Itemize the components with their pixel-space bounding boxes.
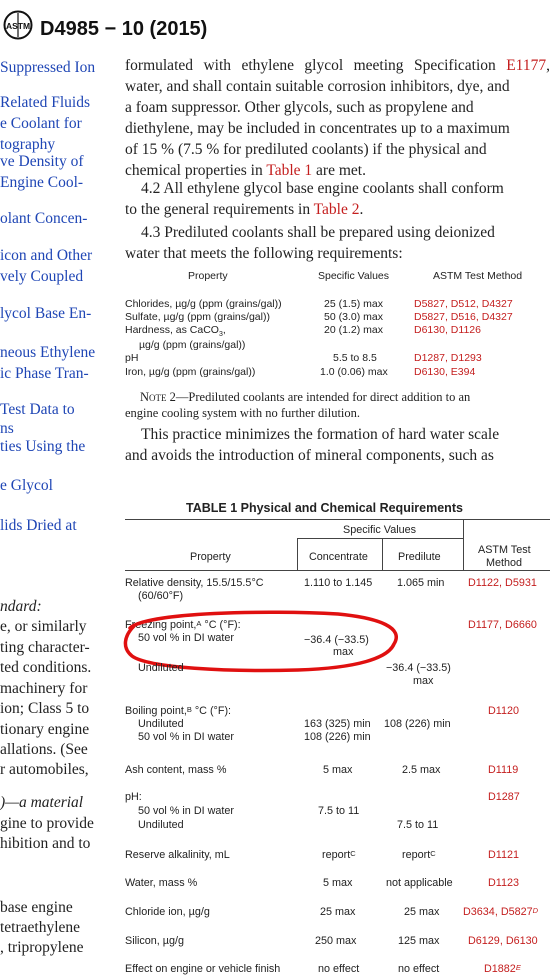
row-label: Effect on engine or vehicle finish: [125, 963, 281, 975]
paragraph-practice-cont: and avoids the introduction of mineral components, such as: [125, 447, 494, 464]
method-cell: D1177, D6660: [468, 619, 537, 631]
text-line: water, and shall contain suitable corrosion inhibitors, dye, and: [125, 78, 510, 95]
link-table-2[interactable]: Table 2: [313, 201, 360, 218]
method-link[interactable]: D1119: [488, 764, 519, 776]
paragraph-4-2: [125, 178, 550, 199]
cell-value: 125 max: [398, 935, 440, 947]
left-fragment-link[interactable]: e Coolant for: [0, 115, 82, 132]
method-link[interactable]: D1177: [468, 619, 500, 631]
method-link[interactable]: D6130: [414, 366, 445, 378]
text: are met.: [312, 162, 366, 179]
col-concentrate: Concentrate: [309, 551, 368, 563]
text: to the general requirements in: [125, 201, 314, 218]
reqs-methods: D6130, D1126: [414, 324, 481, 336]
method-link[interactable]: D1123: [488, 877, 520, 889]
left-fragment: allations. (See: [0, 741, 88, 758]
col-predilute: Predilute: [398, 551, 441, 563]
method-link[interactable]: D4327: [481, 298, 513, 310]
text: °C (°F):: [201, 619, 241, 631]
method-link[interactable]: D516: [450, 311, 476, 323]
method-link[interactable]: D1120: [488, 705, 520, 717]
cell-value: −36.4 (−33.5): [386, 662, 451, 674]
reqs-header-method: ASTM Test Method: [433, 270, 523, 282]
note-label: Note 2: [140, 390, 176, 404]
left-fragment: , tripropylene: [0, 939, 84, 956]
left-fragment: machinery for: [0, 680, 88, 697]
row-label: Relative density, 15.5/15.5°C: [125, 577, 264, 589]
text: —Prediluted coolants are intended for direct addition to an: [175, 390, 471, 404]
left-fragment-link[interactable]: tography: [0, 136, 56, 153]
text-line: water that meets the following requirements:: [125, 245, 403, 262]
reqs-value: 1.0 (0.06) max: [320, 366, 388, 378]
reqs-property: Sulfate, µg/g (ppm (grains/gal)): [125, 311, 270, 323]
method-cell: D1122, D5931: [468, 577, 537, 589]
row-label: Ash content, mass %: [125, 764, 227, 776]
note-2-cont: engine cooling system with no further dilution.: [125, 406, 361, 420]
row-label: Reserve alkalinity, mL: [125, 849, 230, 861]
method-link[interactable]: D1126: [450, 324, 481, 336]
left-fragment-link[interactable]: Suppressed Ion: [0, 59, 96, 76]
cell-value: max: [333, 646, 354, 658]
text: Freezing point,: [125, 619, 197, 631]
text: .: [359, 201, 364, 218]
cell-value: 7.5 to 11: [397, 819, 439, 831]
reqs-property: Iron, µg/g (ppm (grains/gal)): [125, 366, 256, 378]
cell-value: no effect: [398, 963, 440, 975]
text-line: diethylene, may be included in concentrates up to a maximum: [125, 120, 510, 137]
footnote-sup: A: [196, 619, 202, 628]
row-label: Chloride ion, µg/g: [125, 906, 210, 918]
left-fragment: ting character-: [0, 639, 90, 656]
astm-logo-icon: [3, 10, 33, 40]
reqs-property: µg/g (ppm (grains/gal)): [139, 339, 246, 351]
footnote-sup: D: [532, 906, 539, 915]
reqs-property: [125, 324, 226, 338]
method-link[interactable]: D5827: [414, 311, 445, 323]
method-link[interactable]: D6129: [468, 935, 500, 947]
method-link[interactable]: D4327: [481, 311, 513, 323]
cell-value: 163 (325) min: [304, 718, 371, 730]
reqs-value: 20 (1.2) max: [324, 324, 383, 336]
cell-value: 5 max: [323, 877, 353, 889]
reqs-methods: D1287, D1293: [414, 352, 482, 364]
left-fragment: hibition and to: [0, 835, 91, 852]
reqs-property: Chlorides, µg/g (ppm (grains/gal)): [125, 298, 282, 310]
paragraph-4-3-cont: [125, 243, 550, 264]
reqs-value: 50 (3.0) max: [324, 311, 383, 323]
left-fragment-link[interactable]: ve Density of: [0, 153, 84, 170]
row-label: 50 vol % in DI water: [138, 632, 235, 644]
method-link[interactable]: D3634: [463, 906, 495, 918]
footnote-sup: B: [186, 705, 192, 714]
subscript: 3: [218, 331, 223, 339]
row-label: Silicon, µg/g: [125, 935, 185, 947]
left-fragment: tionary engine: [0, 721, 90, 738]
method-link[interactable]: D1882: [484, 963, 516, 975]
cell-value: 25 max: [320, 906, 356, 918]
link-table-1[interactable]: Table 1: [266, 162, 313, 179]
cell-value: 108 (226) min: [384, 718, 451, 730]
method-link[interactable]: D1293: [450, 352, 482, 364]
text: Hardness, as CaCO: [125, 324, 219, 336]
reqs-methods: D5827, D512, D4327: [414, 298, 513, 310]
footnote-sup: C: [430, 849, 436, 858]
left-fragment-link[interactable]: ties Using the: [0, 438, 86, 455]
method-link[interactable]: D1287: [414, 352, 445, 364]
col-property: Property: [190, 551, 231, 563]
left-fragment: gine to provide: [0, 815, 94, 832]
left-fragment-link[interactable]: neous Ethylene: [0, 344, 96, 361]
cell-value: 1.065 min: [397, 577, 445, 589]
reqs-header-property: Property: [188, 270, 228, 282]
left-fragment-link[interactable]: vely Coupled: [0, 268, 84, 285]
method-link[interactable]: D1121: [488, 849, 520, 861]
row-label: 50 vol % in DI water: [138, 731, 235, 743]
left-fragment-link[interactable]: lids Dried at: [0, 517, 77, 534]
text: Boiling point,: [125, 705, 187, 717]
cell-value: 25 max: [404, 906, 440, 918]
left-fragment: e, or similarly: [0, 618, 87, 635]
text-line: 4.3 Prediluted coolants shall be prepared using deionized: [141, 224, 495, 241]
left-fragment: )—a material: [0, 794, 84, 811]
cell-value: 2.5 max: [402, 764, 441, 776]
text: formulated with ethylene glycol meeting Specification: [125, 57, 507, 74]
method-link[interactable]: D5827: [500, 906, 533, 918]
row-label: Undiluted: [138, 819, 184, 831]
group-header: Specific Values: [343, 524, 417, 536]
cell-value: 7.5 to 11: [318, 805, 360, 817]
method-link[interactable]: D6660: [505, 619, 537, 631]
left-fragment-link[interactable]: icon and Other: [0, 247, 93, 264]
paragraph-practice: This practice minimizes the formation of hard water scale: [141, 426, 500, 443]
left-fragment-link[interactable]: olant Concen-: [0, 210, 88, 227]
left-fragment-link[interactable]: Related Fluids: [0, 94, 90, 111]
reqs-value: 5.5 to 8.5: [333, 352, 377, 364]
paragraph-4-3: [125, 222, 550, 243]
left-fragment-link[interactable]: e Glycol: [0, 477, 53, 494]
footnote-sup: E: [515, 963, 521, 972]
row-label: Undiluted: [138, 718, 184, 730]
method-cell: D3634, $D5827^D$: [463, 906, 539, 918]
row-label: pH:: [125, 791, 142, 803]
row-label: Undiluted: [138, 662, 184, 674]
paragraph-4-2-cont: [125, 199, 550, 220]
reqs-property: pH: [125, 352, 139, 364]
cell-value: [322, 849, 356, 862]
cell-value: −36.4 (−33.5): [304, 634, 369, 646]
left-fragment: r automobiles,: [0, 761, 89, 778]
note-2: [140, 390, 470, 405]
left-fragment-link[interactable]: lycol Base En-: [0, 305, 92, 322]
link-e1177[interactable]: E1177: [506, 57, 547, 74]
left-fragment: ion; Class 5 to: [0, 700, 90, 717]
left-fragment-link[interactable]: Engine Cool-: [0, 174, 84, 191]
reqs-methods: D5827, D516, D4327: [414, 311, 513, 323]
svg-text:ASTM: ASTM: [5, 21, 31, 31]
text: °C (°F):: [191, 705, 232, 717]
left-fragment-link[interactable]: ic Phase Tran-: [0, 365, 89, 382]
method-cell: [484, 963, 521, 976]
method-link[interactable]: D1287: [488, 791, 520, 803]
reqs-header-values: Specific Values: [318, 270, 390, 282]
reqs-value: 25 (1.5) max: [324, 298, 383, 310]
cell-value: 108 (226) min: [304, 731, 371, 743]
text-line: a foam suppressor. Other glycols, such as propylene and: [125, 99, 474, 116]
text-line: of 15 % (7.5 % for prediluted coolants) if the physical and: [125, 141, 487, 158]
row-label: Water, mass %: [125, 877, 198, 889]
table-title: TABLE 1 Physical and Chemical Requirements: [186, 501, 463, 515]
text: ,: [222, 324, 226, 336]
left-fragment: ndard:: [0, 598, 42, 615]
text: ,: [546, 57, 550, 74]
paragraph-glycols: [125, 55, 550, 181]
left-fragment: base engine: [0, 899, 73, 916]
cell-value: 5 max: [323, 764, 353, 776]
text-line: 4.2 All ethylene glycol base engine coolants shall conform: [141, 180, 504, 197]
text: report: [402, 849, 431, 861]
reqs-methods: D6130, E394: [414, 366, 476, 378]
footnote-sup: C: [350, 849, 356, 858]
method-link[interactable]: D5827: [414, 298, 445, 310]
left-fragment: ted conditions.: [0, 659, 92, 676]
cell-value: [402, 849, 436, 862]
cell-value: max: [413, 675, 434, 687]
method-link[interactable]: D5931: [505, 577, 537, 589]
left-fragment: tetraethylene: [0, 919, 81, 936]
row-label: (60/60°F): [138, 590, 184, 602]
cell-value: 250 max: [315, 935, 357, 947]
text: chemical properties in: [125, 162, 267, 179]
method-cell: D6129, D6130: [468, 935, 538, 947]
method-link[interactable]: D6130: [414, 324, 445, 336]
col-method-1: ASTM Test: [478, 544, 531, 556]
method-link[interactable]: D1122: [468, 577, 500, 589]
left-fragment-link[interactable]: ns: [0, 420, 14, 437]
method-link[interactable]: D512: [450, 298, 476, 310]
document-designation: D4985 − 10 (2015): [40, 18, 208, 40]
col-method-2: Method: [486, 557, 523, 569]
row-label: [125, 705, 231, 718]
cell-value: no effect: [318, 963, 360, 975]
text: report: [322, 849, 351, 861]
row-label: 50 vol % in DI water: [138, 805, 235, 817]
cell-value: 1.110 to 1.145: [304, 577, 373, 589]
left-fragment-link[interactable]: Test Data to: [0, 401, 75, 418]
method-link[interactable]: D6130: [505, 935, 538, 947]
cell-value: not applicable: [386, 877, 453, 889]
method-link[interactable]: E394: [450, 366, 476, 378]
